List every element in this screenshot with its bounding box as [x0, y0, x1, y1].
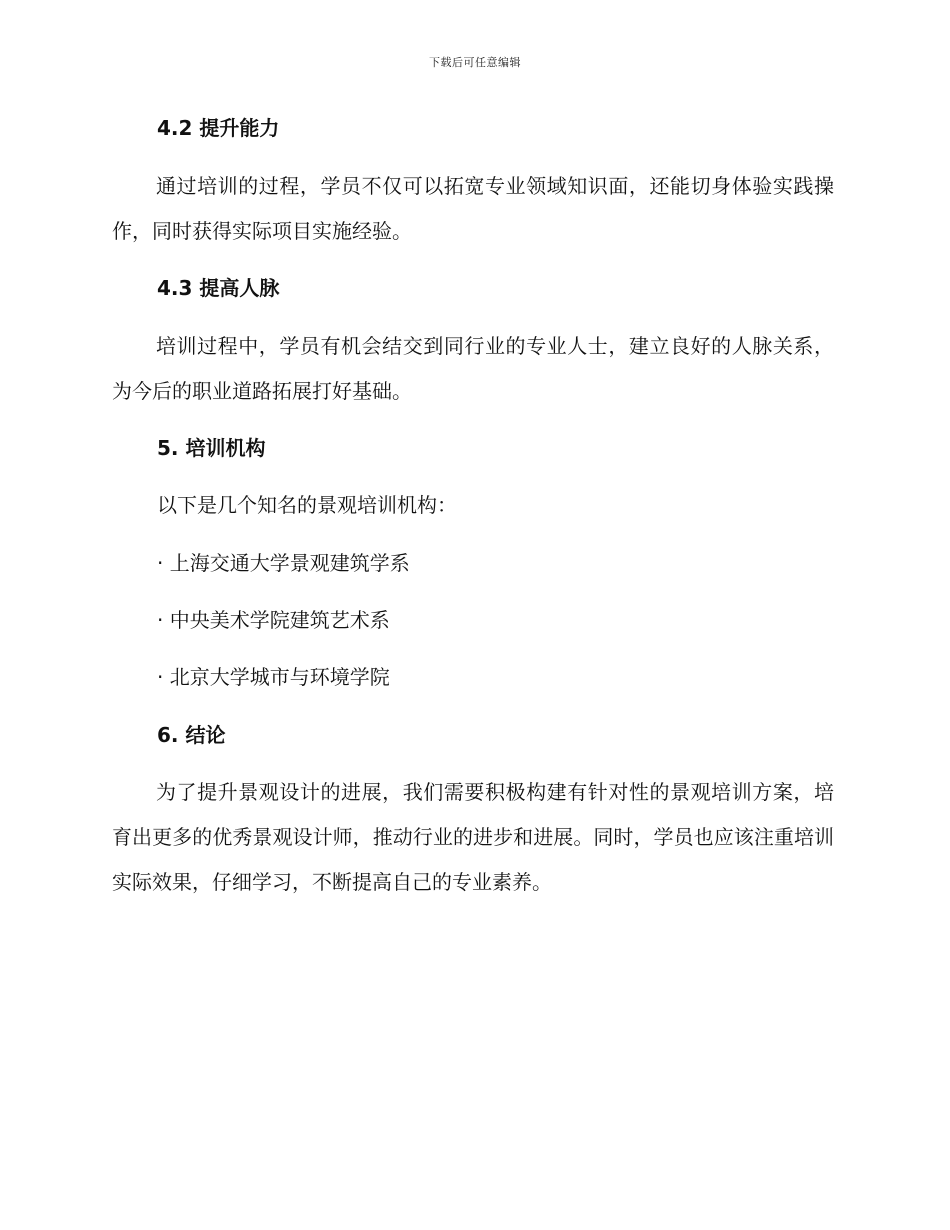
section-heading-5: 5. 培训机构	[157, 436, 266, 460]
section-paragraph-4-2: 通过培训的过程，学员不仅可以拓宽专业领域知识面，还能切身体验实践操作，同时获得实际项目实施经验。	[112, 174, 834, 243]
section-heading-4-3: 4.3 提高人脉	[157, 276, 280, 300]
section-heading-6: 6. 结论	[157, 723, 226, 747]
section-paragraph-4-3: 培训过程中，学员有机会结交到同行业的专业人士，建立良好的人脉关系，为今后的职业道路拓展打好基础。	[112, 334, 834, 403]
list-item: · 上海交通大学景观建筑学系	[157, 551, 410, 575]
list-item: · 北京大学城市与环境学院	[157, 665, 390, 689]
page-header: 下载后可任意编辑	[429, 56, 521, 69]
list-item: · 中央美术学院建筑艺术系	[157, 608, 390, 632]
section-paragraph-6: 为了提升景观设计的进展，我们需要积极构建有针对性的景观培训方案，培育出更多的优秀景观设计师，推动行业的进步和进展。同时，学员也应该注重培训实际效果，仔细学习，不断提高自己的专业素养。	[112, 780, 834, 894]
section-intro-5: 以下是几个知名的景观培训机构：	[157, 493, 457, 517]
section-heading-4-2: 4.2 提升能力	[157, 116, 280, 140]
